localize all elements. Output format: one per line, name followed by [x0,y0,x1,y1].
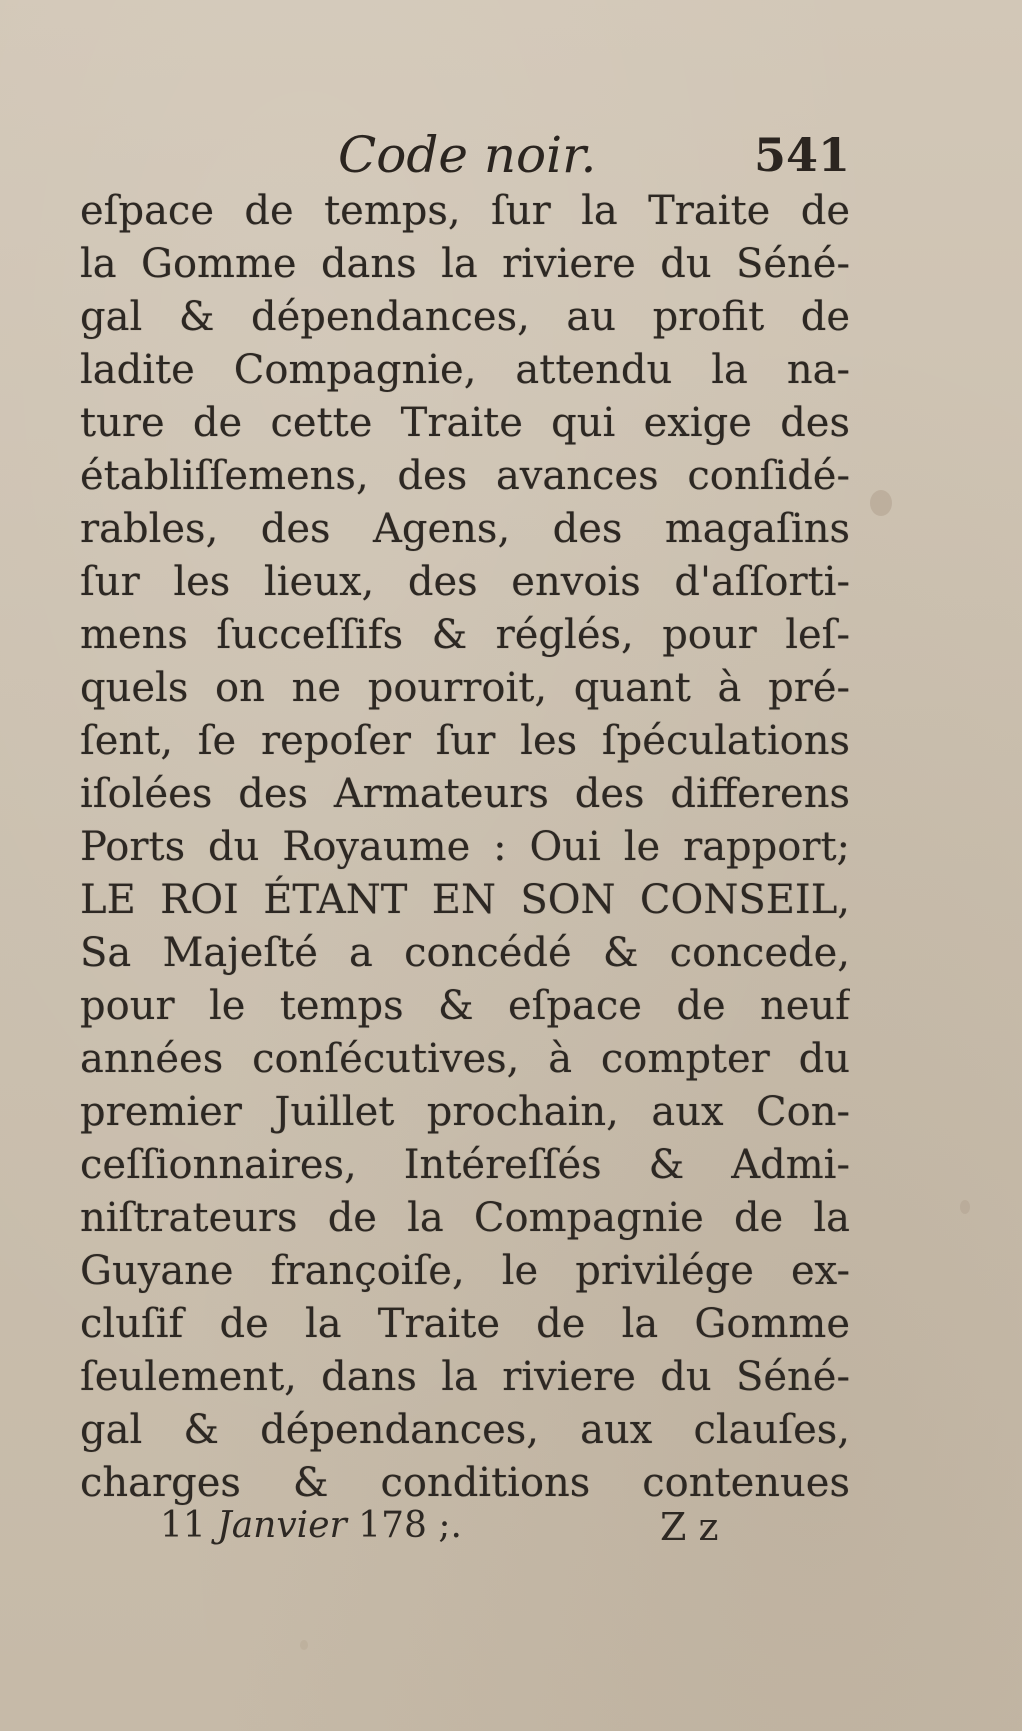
text-line: Sa Majeſté a concédé & concede, [80,930,850,976]
text-line: mens ſucceſſifs & réglés, pour leſ- [80,612,850,658]
text-line: ſeulement, dans la riviere du Séné- [80,1354,850,1400]
text-line: premier Juillet prochain, aux Con- [80,1089,850,1135]
footer-date [160,1505,462,1546]
text-line: niſtrateurs de la Compagnie de la [80,1195,850,1241]
text-line: années conſécutives, à compter du [80,1036,850,1082]
text-line: ladite Compagnie, attendu la na- [80,347,850,393]
text-line: la Gomme dans la riviere du Séné- [80,241,850,287]
page-footer [160,1505,760,1555]
text-line: établiſſemens, des avances conſidé- [80,453,850,499]
text-line: pour le temps & eſpace de neuf [80,983,850,1029]
text-line: Ports du Royaume : Oui le rapport; [80,824,850,870]
signature-mark: Z z [660,1505,719,1549]
running-head [80,118,850,188]
footer-day: 11 [160,1505,206,1546]
text-line: gal & dépendances, au profit de [80,294,850,340]
paper-stain [870,490,892,516]
page-number: 541 [753,128,850,182]
text-line: eſpace de temps, ſur la Traite de [80,188,850,234]
text-line: charges & conditions contenues [80,1460,850,1506]
text-line: ture de cette Traite qui exige des [80,400,850,446]
paper-stain [960,1200,970,1214]
footer-year: 178 ;. [358,1505,462,1546]
text-line: rables, des Agens, des magaſins [80,506,850,552]
text-line: LE ROI ÉTANT EN SON CONSEIL, [80,877,850,923]
text-line: Guyane françoiſe, le privilége ex- [80,1248,850,1294]
text-line: gal & dépendances, aux clauſes, [80,1407,850,1453]
running-title: Code noir. [338,126,597,184]
text-line: ſur les lieux, des envois d'aſſorti- [80,559,850,605]
text-line: iſolées des Armateurs des differens [80,771,850,817]
text-line: quels on ne pourroit, quant à pré- [80,665,850,711]
body-text [80,185,850,1510]
text-line: cluſif de la Traite de la Gomme [80,1301,850,1347]
text-line: ceſſionnaires, Intéreſſés & Admi- [80,1142,850,1188]
footer-month: Janvier [217,1505,347,1546]
text-line: ſent, ſe repoſer ſur les ſpéculations [80,718,850,764]
paper-stain [300,1640,308,1650]
